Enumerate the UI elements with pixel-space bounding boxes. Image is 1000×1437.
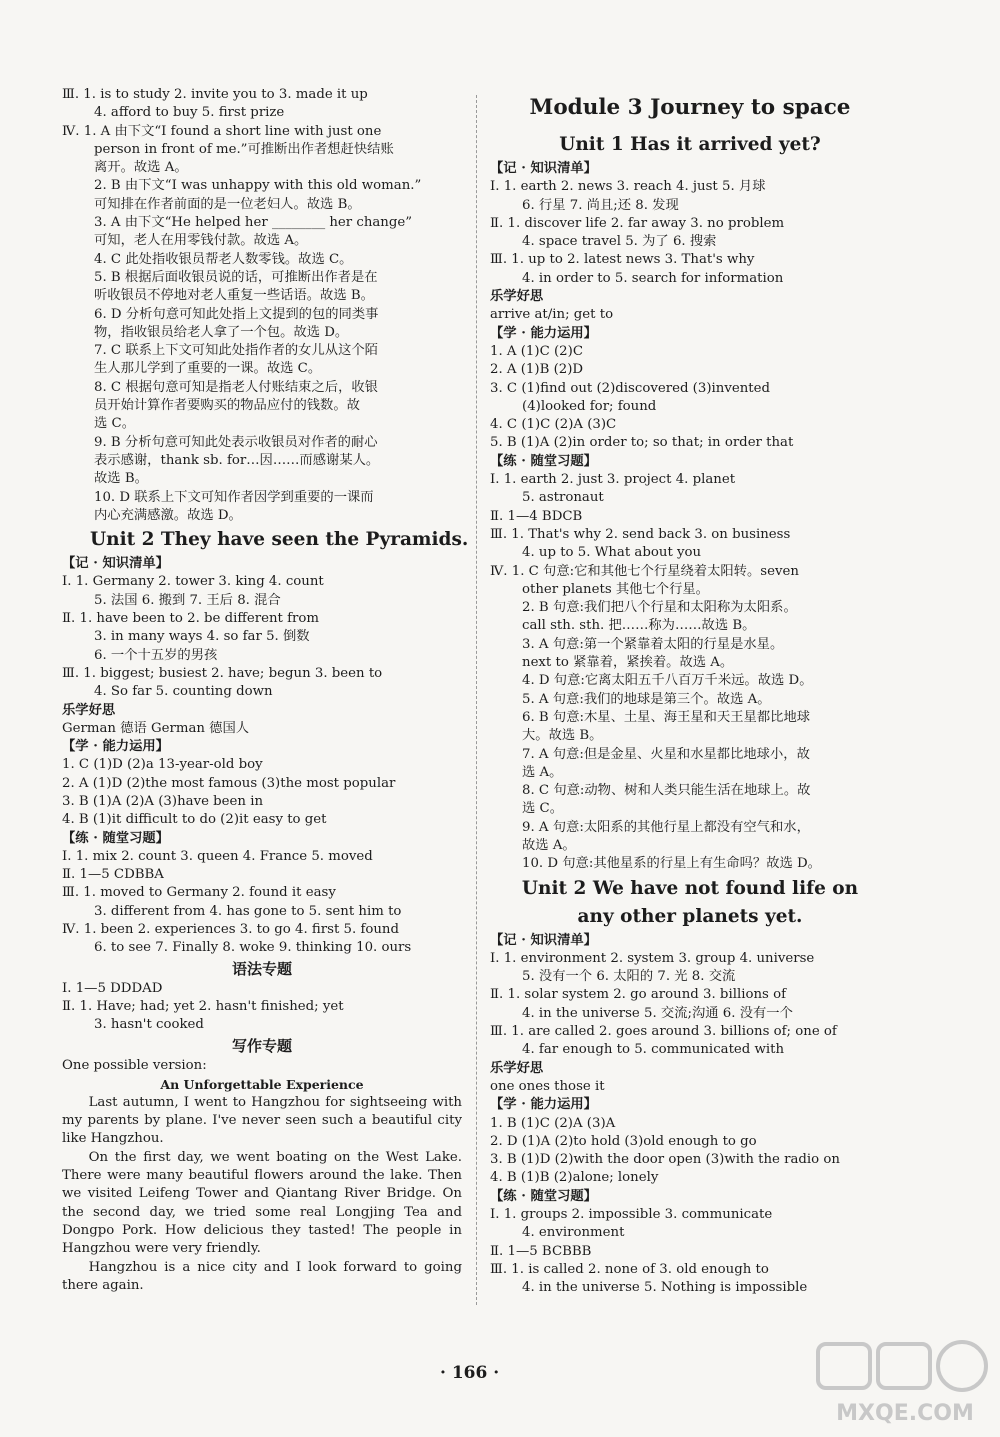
answer-line: 物，指收银员给老人拿了一个包。故选 D。 <box>94 324 349 340</box>
answer-line: 可知，老人在用零钱付款。故选 A。 <box>94 233 308 249</box>
watermark-url: MXQE.COM <box>836 1401 974 1426</box>
answer-line: 7. A 句意:但是金星、火星和水星都比地球小，故 <box>522 746 810 762</box>
answer-line: 2. B 由下文“I was unhappy with this old woman.” <box>94 178 422 194</box>
answer-line: 8. C 根据句意可知是指老人付账结束之后，收银 <box>94 379 378 395</box>
answer-line: 4. up to 5. What about you <box>522 545 702 561</box>
answer-line: Ⅲ. 1. up to 2. latest news 3. That's why <box>490 252 755 268</box>
answer-line: Ⅰ. 1. earth 2. news 3. reach 4. just 5. 月球 <box>490 179 766 195</box>
answer-line: 3. A 句意:第一个紧靠着太阳的行星是水星。 <box>522 636 784 652</box>
answer-line: 8. C 句意:动物、树和人类只能生活在地球上。故 <box>522 783 811 799</box>
answer-line: 选 C。 <box>522 801 563 817</box>
answer-line: 大。故选 B。 <box>522 728 603 744</box>
answer-line: 4. in the universe 5. 交流;沟通 6. 没有一个 <box>522 1005 793 1021</box>
answer-line: 1. B (1)C (2)A (3)A <box>490 1115 616 1131</box>
answer-line: 4. So far 5. counting down <box>94 684 273 700</box>
unit-2-title: Unit 2 They have seen the Pyramids. <box>90 529 469 551</box>
unit-2-title-line-1: Unit 2 We have not found life on <box>521 877 859 899</box>
module-title: Module 3 Journey to space <box>529 95 851 120</box>
writing-section-title: 写作专题 <box>231 1036 292 1055</box>
answer-line: 4. in order to 5. search for information <box>522 270 784 286</box>
answer-line: 3. A 由下文“He helped her ________ her change” <box>94 215 413 231</box>
answer-line: 3. hasn't cooked <box>94 1017 204 1033</box>
answer-line: 5. B 根据后面收银员说的话，可推断出作者是在 <box>94 269 378 285</box>
answer-line: arrive at/in; get to <box>490 307 614 323</box>
answer-line: Ⅱ. 1. have been to 2. be different from <box>62 611 319 627</box>
answer-line: 6. D 分析句意可知此处指上文提到的包的同类事 <box>94 306 379 322</box>
answer-line: 6. 一个十五岁的男孩 <box>94 647 218 663</box>
answer-line: 3. different from 4. has gone to 5. sent him to <box>94 903 402 919</box>
section-header: 乐学好思 <box>62 702 116 718</box>
answer-line: Ⅱ. 1—5 CDBBA <box>62 867 164 883</box>
answer-line: 表示感谢，thank sb. for…因……而感谢某人。 <box>94 452 380 468</box>
answer-line: 6. to see 7. Finally 8. woke 9. thinking 10. ours <box>94 940 412 956</box>
answer-line: 10. D 联系上下文可知作者因学到重要的一课而 <box>94 489 374 505</box>
answer-line: 1. A (1)C (2)C <box>490 343 583 359</box>
answer-line: 10. D 句意:其他星系的行星上有生命吗？故选 D。 <box>522 856 821 872</box>
answer-line: Ⅰ. 1. groups 2. impossible 3. communicate <box>490 1207 773 1223</box>
essay-title: An Unforgettable Experience <box>160 1076 364 1092</box>
answer-line: Ⅳ. 1. been 2. experiences 3. to go 4. first 5. found <box>62 922 400 938</box>
answer-line: 4. C 此处指收银员帮老人数零钱。故选 C。 <box>94 251 353 267</box>
left-column <box>62 86 469 1295</box>
answer-line: Ⅲ. 1. is called 2. none of 3. old enough to <box>490 1261 769 1277</box>
answer-line: 5. astronaut <box>522 490 604 506</box>
answer-line: 4. in the universe 5. Nothing is impossible <box>522 1280 808 1296</box>
answer-line: 3. in many ways 4. so far 5. 倒数 <box>94 629 310 645</box>
answer-line: 5. B (1)A (2)in order to; so that; in order that <box>490 435 794 451</box>
answer-line: 可知排在作者前面的是一位老妇人。故选 B。 <box>94 196 361 212</box>
answer-line: 9. B 分析句意可知此处表示收银员对作者的耐心 <box>94 434 378 450</box>
section-header: 乐学好思 <box>490 289 544 305</box>
answer-line: Ⅲ. 1. moved to Germany 2. found it easy <box>62 885 336 901</box>
answer-line: Ⅰ. 1. environment 2. system 3. group 4. universe <box>490 950 815 966</box>
answer-line: 4. B (1)B (2)alone; lonely <box>490 1170 659 1186</box>
section-header: 【记 · 知识清单】 <box>490 161 597 176</box>
essay-paragraph: Last autumn, I went to Hangzhou for sightseeing with my parents by plane. I've never seen such a beautiful city like Hangzhou. <box>62 1094 462 1147</box>
section-header: 乐学好思 <box>490 1060 544 1076</box>
answer-line: Ⅱ. 1—5 BCBBB <box>490 1243 592 1259</box>
answer-line: 故选 A。 <box>522 837 576 853</box>
answer-line: 4. environment <box>522 1225 625 1241</box>
answer-line: one ones those it <box>490 1078 605 1094</box>
answer-line: 4. afford to buy 5. first prize <box>94 105 285 121</box>
answer-line: Ⅰ. 1—5 DDDAD <box>62 980 163 996</box>
answer-line: next to 紧靠着，紧挨着。故选 A。 <box>522 655 734 671</box>
answer-line: 4. space travel 5. 为了 6. 搜索 <box>522 234 717 250</box>
answer-line: 员开始计算作者要购买的物品应付的钱数。故 <box>94 398 360 414</box>
answer-line: Ⅱ. 1—4 BDCB <box>490 508 583 524</box>
section-header: 【学 · 能力运用】 <box>490 325 597 341</box>
answer-line: other planets 其他七个行星。 <box>522 581 709 597</box>
watermark-logo-icon <box>812 1338 998 1433</box>
answer-line: Ⅲ. 1. That's why 2. send back 3. on business <box>490 526 791 542</box>
answer-line: 4. B (1)it difficult to do (2)it easy to get <box>62 812 327 828</box>
answer-line: 3. B (1)A (2)A (3)have been in <box>62 793 264 809</box>
section-header: 【记 · 知识清单】 <box>490 932 597 948</box>
page-number: · 166 · <box>440 1363 500 1383</box>
answer-line: Ⅰ. 1. mix 2. count 3. queen 4. France 5. moved <box>62 848 373 864</box>
essay-paragraph: Hangzhou is a nice city and I look forward to going there again. <box>62 1259 462 1293</box>
answer-line: Ⅰ. 1. Germany 2. tower 3. king 4. count <box>62 574 324 590</box>
answer-line: 选 C。 <box>94 416 135 432</box>
answer-line: Ⅱ. 1. solar system 2. go around 3. billions of <box>490 987 786 1003</box>
answer-line: 离开。故选 A。 <box>94 160 188 176</box>
answer-line: 听收银员不停地对老人重复一些话语。故选 B。 <box>94 288 374 304</box>
answer-line: 内心充满感激。故选 D。 <box>94 507 242 523</box>
grammar-section-title: 语法专题 <box>231 959 292 978</box>
answer-line: Ⅲ. 1. biggest; busiest 2. have; begun 3. been to <box>62 665 383 681</box>
right-column <box>490 86 890 1298</box>
answer-line: Ⅲ. 1. are called 2. goes around 3. billions of; one of <box>490 1024 837 1040</box>
writing-intro: One possible version: <box>62 1057 207 1073</box>
answer-line: 2. B 句意:我们把八个行星和太阳称为太阳系。 <box>522 600 797 616</box>
answer-line: 5. 法国 6. 搬到 7. 王后 8. 混合 <box>94 592 281 608</box>
answer-line: 7. C 联系上下文可知此处指作者的女儿从这个陌 <box>94 343 378 359</box>
answer-line: 生人那儿学到了重要的一课。故选 C。 <box>94 361 322 377</box>
section-header: 【练 · 随堂习题】 <box>490 1188 597 1204</box>
answer-line: German 德语 German 德国人 <box>62 720 250 736</box>
essay-paragraph: On the first day, we went boating on the West Lake. There were many beautiful flowers around the lake. Then we visited Leifeng Tower and Qiantang River Bridge. On the second day, we tried some real Longjing Tea and Dongpo Pork. How delicious they tasted! The people in Hangzhou were very friendly. <box>62 1149 462 1257</box>
answer-line: Ⅳ. 1. C 句意:它和其他七个行星绕着太阳转。seven <box>490 563 799 579</box>
column-divider <box>476 95 477 1305</box>
answer-line: 3. B (1)D (2)with the door open (3)with the radio on <box>490 1152 840 1168</box>
section-header: 【练 · 随堂习题】 <box>490 453 597 469</box>
answer-line: person in front of me.”可推断出作者想赶快结账 <box>94 141 394 157</box>
answer-line: 2. A (1)D (2)the most famous (3)the most popular <box>62 775 396 791</box>
answer-line: call sth. sth. 把……称为……故选 B。 <box>522 618 756 634</box>
answer-line: 9. A 句意:太阳系的其他行星上都没有空气和水， <box>522 819 810 835</box>
answer-line: Ⅱ. 1. discover life 2. far away 3. no problem <box>490 215 785 231</box>
answer-line: 选 A。 <box>522 764 563 780</box>
watermark-logo <box>812 1338 998 1433</box>
answer-line: (4)looked for; found <box>522 398 657 414</box>
unit-1-title: Unit 1 Has it arrived yet? <box>559 134 821 155</box>
answer-line: 6. B 句意:木星、土星、海王星和天王星都比地球 <box>522 709 811 725</box>
section-header: 【学 · 能力运用】 <box>62 739 169 755</box>
answer-line: Ⅰ. 1. earth 2. just 3. project 4. planet <box>490 472 736 488</box>
answer-line: 5. A 句意:我们的地球是第三个。故选 A。 <box>522 691 771 707</box>
answer-line: 1. C (1)D (2)a 13-year-old boy <box>62 757 263 773</box>
section-header: 【学 · 能力运用】 <box>490 1097 597 1113</box>
answer-line: Ⅱ. 1. Have; had; yet 2. hasn't finished; yet <box>62 998 344 1014</box>
answer-line: 4. far enough to 5. communicated with <box>522 1042 785 1058</box>
section-header: 【练 · 随堂习题】 <box>62 830 169 846</box>
answer-line: Ⅲ. 1. is to study 2. invite you to 3. made it up <box>62 87 368 102</box>
answer-line: 4. D 句意:它离太阳五千八百万千米远。故选 D。 <box>522 673 813 689</box>
answer-line: 2. A (1)B (2)D <box>490 362 584 378</box>
unit-2-title-line-2: any other planets yet. <box>577 905 803 927</box>
answer-line: 故选 B。 <box>94 471 148 487</box>
answer-line: 2. D (1)A (2)to hold (3)old enough to go <box>490 1133 757 1149</box>
answer-line: Ⅳ. 1. A 由下文“I found a short line with just one <box>62 123 382 139</box>
answer-line: 3. C (1)find out (2)discovered (3)invented <box>490 380 771 396</box>
section-header: 【记 · 知识清单】 <box>62 556 169 572</box>
answer-line: 5. 没有一个 6. 太阳的 7. 光 8. 交流 <box>522 969 736 985</box>
answer-line: 4. C (1)C (2)A (3)C <box>490 417 617 433</box>
answer-line: 6. 行星 7. 尚且;还 8. 发现 <box>522 197 679 213</box>
